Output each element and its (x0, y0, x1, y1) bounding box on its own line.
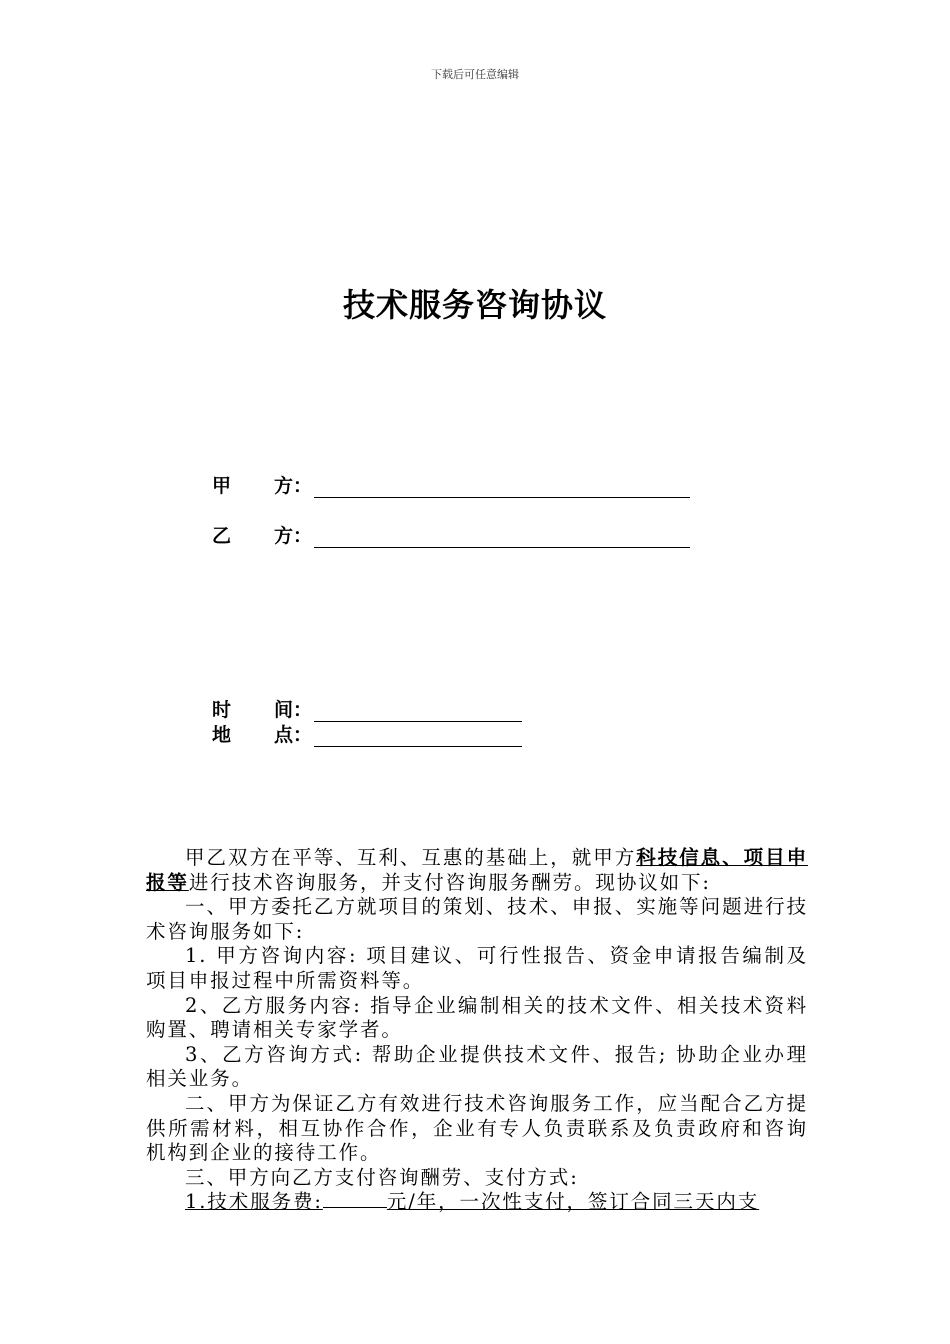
time-field (212, 698, 522, 722)
header-note: 下载后可任意编辑 (431, 68, 519, 81)
fee-label: 1.技术服务费: (185, 1190, 323, 1214)
place-blank-line[interactable] (314, 726, 522, 747)
intro-text-end: 进行技术咨询服务，并支付咨询服务酬劳。现协议如下: (188, 870, 711, 894)
intro-highlight: 科技信息、项目申报等 (146, 846, 809, 894)
time-label-second: 间： (273, 699, 312, 721)
party-b-label (212, 524, 312, 548)
party-a-label (212, 474, 312, 498)
paragraph-consult-method: 3、乙方咨询方式: 帮助企业提供技术文件、报告; 协助企业办理相关业务。 (146, 1042, 808, 1091)
paragraph-intro (146, 846, 808, 895)
time-label (212, 698, 312, 722)
paragraph-clause-3: 三、甲方向乙方支付咨询酬劳、支付方式: (185, 1165, 579, 1189)
party-b-label-second: 方： (273, 525, 312, 547)
place-field (212, 723, 522, 747)
document-title: 技术服务咨询协议 (342, 286, 607, 324)
paragraph-fee (146, 1190, 808, 1215)
fee-terms: 元/年，一次性支付，签订合同三天内支 (386, 1190, 760, 1214)
paragraph-clause-1: 一、甲方委托乙方就项目的策划、技术、申报、实施等问题进行技术咨询服务如下: (146, 895, 808, 943)
party-b-field (212, 524, 690, 548)
intro-text-start: 甲乙双方在平等、互利、互惠的基础上，就甲方 (185, 846, 637, 869)
place-label-second: 点： (273, 724, 312, 746)
party-a-label-second: 方： (273, 475, 312, 497)
party-b-label-first: 乙 (212, 525, 232, 547)
party-b-blank-line[interactable] (314, 527, 690, 548)
paragraph-service-content: 2、乙方服务内容: 指导企业编制相关的技术文件、相关技术资料购置、聘请相关专家学者。 (146, 993, 808, 1042)
party-a-blank-line[interactable] (314, 477, 690, 498)
time-blank-line[interactable] (314, 701, 522, 722)
paragraph-clause-2: 二、甲方为保证乙方有效进行技术咨询服务工作，应当配合乙方提供所需材料，相互协作合作，企业有专人负责联系及负责政府和咨询机构到企业的接待工作。 (146, 1091, 808, 1165)
party-a-field (212, 474, 690, 498)
agreement-body (146, 846, 808, 1215)
paragraph-consult-content: 1. 甲方咨询内容: 项目建议、可行性报告、资金申请报告编制及项目申报过程中所需资料等。 (146, 944, 808, 992)
time-label-first: 时 (212, 699, 232, 721)
place-label (212, 723, 312, 747)
fee-amount-blank[interactable] (323, 1191, 387, 1208)
party-a-label-first: 甲 (212, 475, 232, 497)
place-label-first: 地 (212, 724, 232, 746)
